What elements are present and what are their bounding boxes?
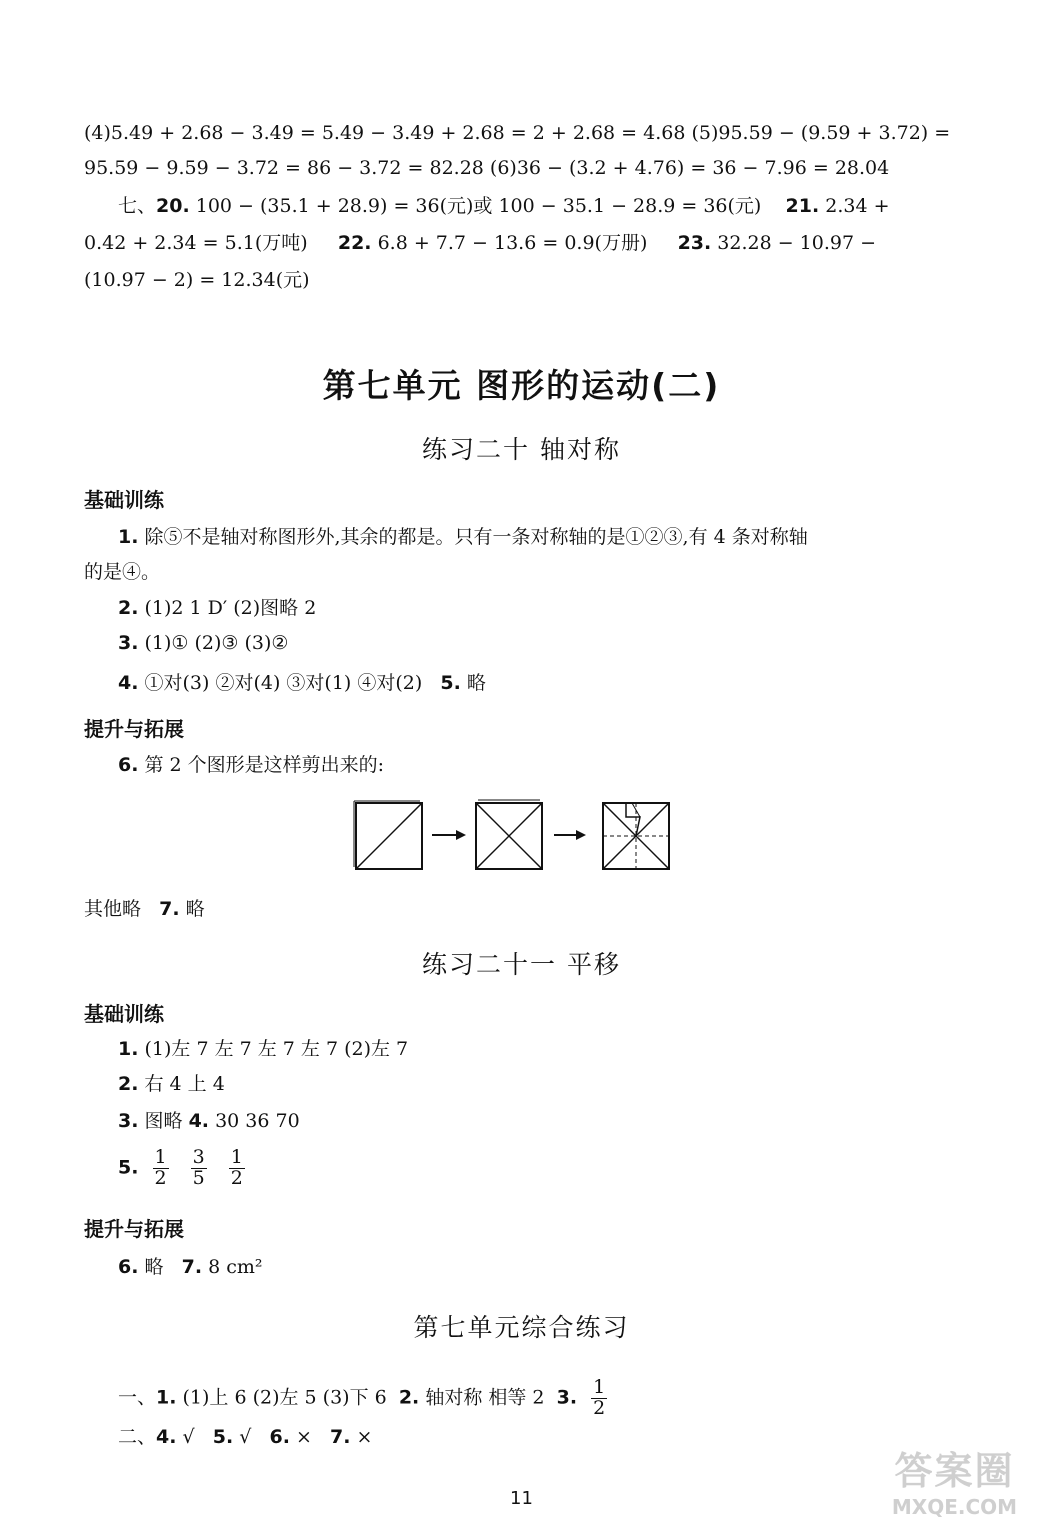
question-number: 3.: [118, 1110, 139, 1132]
section-heading: 基础训练: [84, 488, 164, 512]
answer-text: 32.28 − 10.97 −: [717, 232, 877, 254]
answer-text: ×: [356, 1426, 373, 1448]
answer-line: 的是④。: [84, 561, 161, 583]
answer-line: [118, 1258, 263, 1277]
answer-line: 95.59 − 9.59 − 3.72 = 86 − 3.72 = 82.28 (6)36 − (3.2 + 4.76) = 36 − 7.96 = 28.04: [84, 157, 890, 179]
answer-line: [84, 234, 876, 253]
answer-line: [118, 197, 890, 216]
question-number: 6.: [118, 754, 139, 776]
answer-text: 图略: [144, 1110, 183, 1132]
answer-text: 除⑤不是轴对称图形外,其余的都是。只有一条对称轴的是①②③,有 4 条对称轴: [144, 526, 808, 548]
question-number: 2.: [398, 1386, 420, 1409]
answer-text: 略: [144, 1256, 164, 1278]
answer-text: 0.42 + 2.34 = 5.1(万吨): [84, 232, 308, 254]
watermark-logo: [872, 1440, 1037, 1532]
answer-line: [84, 900, 205, 919]
answer-text: 30 36 70: [215, 1110, 300, 1132]
answer-text: (1)① (2)③ (3)②: [144, 632, 289, 654]
denominator: 5: [192, 1166, 205, 1189]
question-number: 1.: [118, 526, 139, 548]
question-number: 22.: [337, 232, 372, 254]
answer-line: [118, 1075, 225, 1094]
fraction: [153, 1148, 169, 1189]
answer-line: [118, 1378, 615, 1419]
answer-text: √: [239, 1426, 252, 1448]
paper-folding-figure: [350, 795, 680, 877]
answer-text: (1)左 7 左 7 左 7 左 7 (2)左 7: [144, 1038, 409, 1060]
fraction: [591, 1378, 607, 1419]
answer-line: [118, 1040, 408, 1059]
numerator: 1: [593, 1376, 606, 1398]
answer-text: 轴对称 相等 2: [425, 1386, 545, 1409]
question-number: 4.: [156, 1426, 177, 1448]
answer-text: 其他略: [84, 898, 142, 920]
section-heading: 提升与拓展: [84, 1217, 184, 1241]
question-number: 5.: [118, 1156, 139, 1179]
folded-square-2: [476, 800, 542, 869]
question-number: 1.: [118, 1038, 139, 1060]
answer-text: (1)上 6 (2)左 5 (3)下 6: [182, 1386, 387, 1409]
question-number: 20.: [156, 195, 190, 217]
question-number: 4.: [118, 672, 139, 694]
answer-line: [118, 756, 384, 775]
exercise-title: 练习二十一 平移: [422, 950, 621, 979]
question-number: 7.: [181, 1256, 203, 1278]
watermark-text: 答案圈: [894, 1449, 1015, 1493]
question-number: 7.: [159, 898, 180, 920]
answer-text: 100 − (35.1 + 28.9) = 36(元)或 100 − 35.1 − 28.9 = 36(元): [195, 195, 762, 217]
answer-line: [118, 1428, 372, 1447]
question-number: 23.: [677, 232, 712, 254]
numerator: 1: [154, 1146, 167, 1168]
question-number: 3.: [556, 1386, 578, 1409]
section-heading: 提升与拓展: [84, 717, 184, 741]
answer-text: √: [182, 1426, 195, 1448]
page-number: 11: [510, 1488, 533, 1509]
fraction: [229, 1148, 245, 1189]
exercise-title: 第七单元综合练习: [413, 1313, 630, 1342]
watermark-url: MXQE.COM: [891, 1495, 1018, 1519]
answer-text: 6.8 + 7.7 − 13.6 = 0.9(万册): [377, 232, 648, 254]
answer-text: (1)2 1 D′ (2)图略 2: [144, 597, 317, 619]
answer-text: 2.34 +: [825, 195, 890, 217]
denominator: 2: [593, 1396, 606, 1419]
unit-title: 第七单元 图形的运动(二): [322, 366, 721, 405]
section-prefix: 七、: [118, 195, 157, 217]
answer-line: [118, 674, 486, 693]
question-number: 6.: [269, 1426, 290, 1448]
section-heading: 基础训练: [84, 1002, 164, 1026]
denominator: 2: [154, 1166, 167, 1189]
answer-line: [118, 1148, 253, 1189]
question-number: 1.: [156, 1386, 177, 1409]
answer-line: [118, 528, 808, 547]
arrow-icon: [554, 830, 586, 840]
answer-line: [118, 599, 316, 618]
answer-line: [118, 634, 288, 653]
answer-line: (4)5.49 + 2.68 − 3.49 = 5.49 − 3.49 + 2.68 = 2 + 2.68 = 4.68 (5)95.59 − (9.59 + 3.72) =: [84, 122, 951, 144]
section-prefix: 一、: [118, 1386, 157, 1409]
section-prefix: 二、: [118, 1426, 157, 1448]
question-number: 3.: [118, 632, 139, 654]
answer-text: ①对(3) ②对(4) ③对(1) ④对(2): [144, 672, 423, 694]
answer-text: 右 4 上 4: [144, 1073, 225, 1095]
answer-text: 8 cm²: [208, 1256, 263, 1278]
answer-text: ×: [295, 1426, 312, 1448]
answer-text: 略: [466, 672, 486, 694]
question-number: 4.: [188, 1110, 210, 1132]
question-number: 7.: [330, 1426, 351, 1448]
question-number: 5.: [212, 1426, 234, 1448]
answer-text: 略: [185, 898, 205, 920]
numerator: 3: [192, 1146, 205, 1168]
answer-text: 第 2 个图形是这样剪出来的:: [144, 754, 385, 776]
question-number: 5.: [440, 672, 461, 694]
answer-line: (10.97 − 2) = 12.34(元): [84, 269, 310, 291]
folded-square-1: [354, 801, 422, 869]
question-number: 2.: [118, 1073, 139, 1095]
fraction: [191, 1148, 207, 1189]
question-number: 21.: [785, 195, 820, 217]
exercise-title: 练习二十 轴对称: [422, 435, 621, 464]
answer-line: [118, 1112, 300, 1131]
unfolded-square-3: [603, 803, 669, 869]
arrow-icon: [432, 830, 466, 840]
question-number: 6.: [118, 1256, 139, 1278]
numerator: 1: [230, 1146, 243, 1168]
question-number: 2.: [118, 597, 139, 619]
denominator: 2: [230, 1166, 243, 1189]
